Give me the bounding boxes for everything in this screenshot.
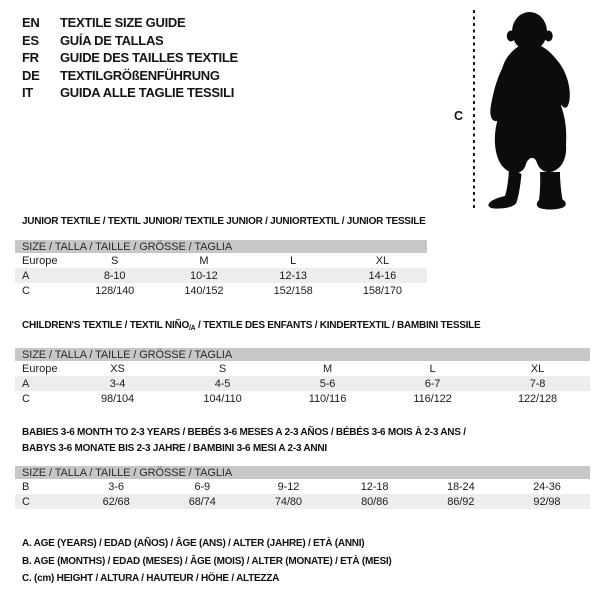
size-header-bar: SIZE / TALLA / TAILLE / GRÖSSE / TAGLIA <box>15 348 590 361</box>
age-cell: 7-8 <box>529 377 546 390</box>
children-title-text: CHILDREN'S TEXTILE / TEXTIL NIÑO <box>22 320 189 331</box>
row-label: A <box>22 269 30 282</box>
row-label: Europe <box>22 362 58 375</box>
age-cell: 24-36 <box>533 480 561 493</box>
height-cell: 152/158 <box>273 284 313 297</box>
lang-row-es <box>22 32 238 50</box>
language-title-block <box>22 14 238 102</box>
age-cell: 12-13 <box>279 269 307 282</box>
size-cell: M <box>322 362 333 375</box>
table-row-age-months <box>15 479 590 494</box>
age-cell: 10-12 <box>190 269 218 282</box>
age-cell: 6-7 <box>424 377 441 390</box>
children-table-title <box>22 320 480 332</box>
lang-label: TEXTILGRÖßENFÜHRUNG <box>60 67 220 83</box>
size-cell: L <box>290 254 297 267</box>
legend-line-height: C. (cm) HEIGHT / ALTURA / HAUTEUR / HÖHE / ALTEZZA <box>22 573 280 584</box>
row-label: Europe <box>22 254 58 267</box>
table-row-age-years <box>15 376 590 391</box>
junior-size-table <box>15 240 427 298</box>
row-label: C <box>22 392 30 405</box>
legend-line-age-months: B. AGE (MONTHS) / EDAD (MESES) / ÂGE (MOIS) / ALTER (MONATE) / ETÀ (MESI) <box>22 555 392 567</box>
size-cell: S <box>111 254 119 267</box>
row-label: B <box>22 480 30 493</box>
lang-row-en <box>22 14 238 32</box>
age-cell: 3-6 <box>108 480 124 493</box>
height-cell: 98/104 <box>100 392 135 405</box>
size-cell: M <box>199 254 209 267</box>
age-cell: 9-12 <box>277 480 300 493</box>
lang-row-de <box>22 67 238 85</box>
children-title-subscript: /A <box>188 325 196 332</box>
height-measure-dotted-line <box>473 10 475 208</box>
measurement-legend <box>22 535 392 588</box>
height-cell: 92/98 <box>533 495 561 508</box>
size-cell: XS <box>110 362 125 375</box>
row-label: C <box>22 284 30 297</box>
lang-code: ES <box>22 32 39 48</box>
height-cell: 110/116 <box>308 392 347 405</box>
table-row-height <box>15 391 590 406</box>
lang-label: GUÍA DE TALLAS <box>60 32 164 48</box>
size-header-bar: SIZE / TALLA / TAILLE / GRÖSSE / TAGLIA <box>15 240 427 253</box>
size-cell: S <box>218 362 227 375</box>
height-cell: 62/68 <box>102 495 130 508</box>
lang-code: FR <box>22 50 39 66</box>
height-cell: 158/170 <box>362 284 402 297</box>
table-row-age-years <box>15 268 427 283</box>
lang-row-it <box>22 84 238 102</box>
lang-label: GUIDA ALLE TAGLIE TESSILI <box>60 85 235 101</box>
lang-code: DE <box>22 67 40 83</box>
row-label: A <box>22 377 30 390</box>
age-cell: 8-10 <box>103 269 126 282</box>
table-row-height <box>15 494 590 509</box>
children-size-table <box>15 348 590 406</box>
legend-line-age-years: A. AGE (YEARS) / EDAD (AÑOS) / ÂGE (ANS) / ALTER (JAHRE) / ETÀ (ANNI) <box>22 538 365 549</box>
row-label: C <box>22 495 30 508</box>
lang-row-fr <box>22 49 238 67</box>
age-cell: 12-18 <box>360 480 389 493</box>
size-cell: XL <box>375 254 389 267</box>
height-cell: 140/152 <box>184 284 224 297</box>
height-cell: 104/110 <box>203 392 242 405</box>
table-row-height <box>15 283 427 298</box>
height-cell: 128/140 <box>95 284 135 297</box>
height-cell: 80/86 <box>361 495 389 508</box>
lang-code: IT <box>22 85 33 101</box>
table-row-europe <box>15 361 590 376</box>
junior-table-title: JUNIOR TEXTILE / TEXTIL JUNIOR/ TEXTILE JUNIOR / JUNIORTEXTIL / JUNIOR TESSILE <box>22 216 426 227</box>
children-title-text: / TEXTILE DES ENFANTS / KINDERTEXTIL / BAMBINI TESSILE <box>195 320 481 331</box>
age-cell: 4-5 <box>214 377 231 390</box>
toddler-silhouette-icon <box>483 10 573 210</box>
height-cell: 68/74 <box>188 495 216 508</box>
age-cell: 5-6 <box>319 377 336 390</box>
babies-title-line2: BABYS 3-6 MONATE BIS 2-3 JAHRE / BAMBINI 3-6 MESI A 2-3 ANNI <box>22 443 327 454</box>
babies-title-line1: BABIES 3-6 MONTH TO 2-3 YEARS / BEBÉS 3-6 MESES A 2-3 AÑOS / BÉBÉS 3-6 MOIS À 2-3 ANS / <box>22 427 466 438</box>
height-cell: 116/122 <box>413 392 452 405</box>
babies-table-title <box>22 425 466 457</box>
height-measure-label: C <box>454 109 464 123</box>
age-cell: 3-4 <box>109 377 126 390</box>
table-row-europe <box>15 253 427 268</box>
age-cell: 6-9 <box>194 480 211 493</box>
lang-label: TEXTILE SIZE GUIDE <box>60 15 186 31</box>
lang-label: GUIDE DES TAILLES TEXTILE <box>60 50 238 66</box>
babies-size-table <box>15 466 590 509</box>
lang-code: EN <box>22 15 40 31</box>
size-header-bar: SIZE / TALLA / TAILLE / GRÖSSE / TAGLIA <box>15 466 590 479</box>
age-cell: 18-24 <box>446 480 475 493</box>
age-cell: 14-16 <box>368 269 397 282</box>
height-cell: 122/128 <box>517 392 558 405</box>
height-cell: 86/92 <box>447 495 475 508</box>
size-cell: L <box>429 362 436 375</box>
size-cell: XL <box>530 362 545 375</box>
height-cell: 74/80 <box>274 495 302 508</box>
